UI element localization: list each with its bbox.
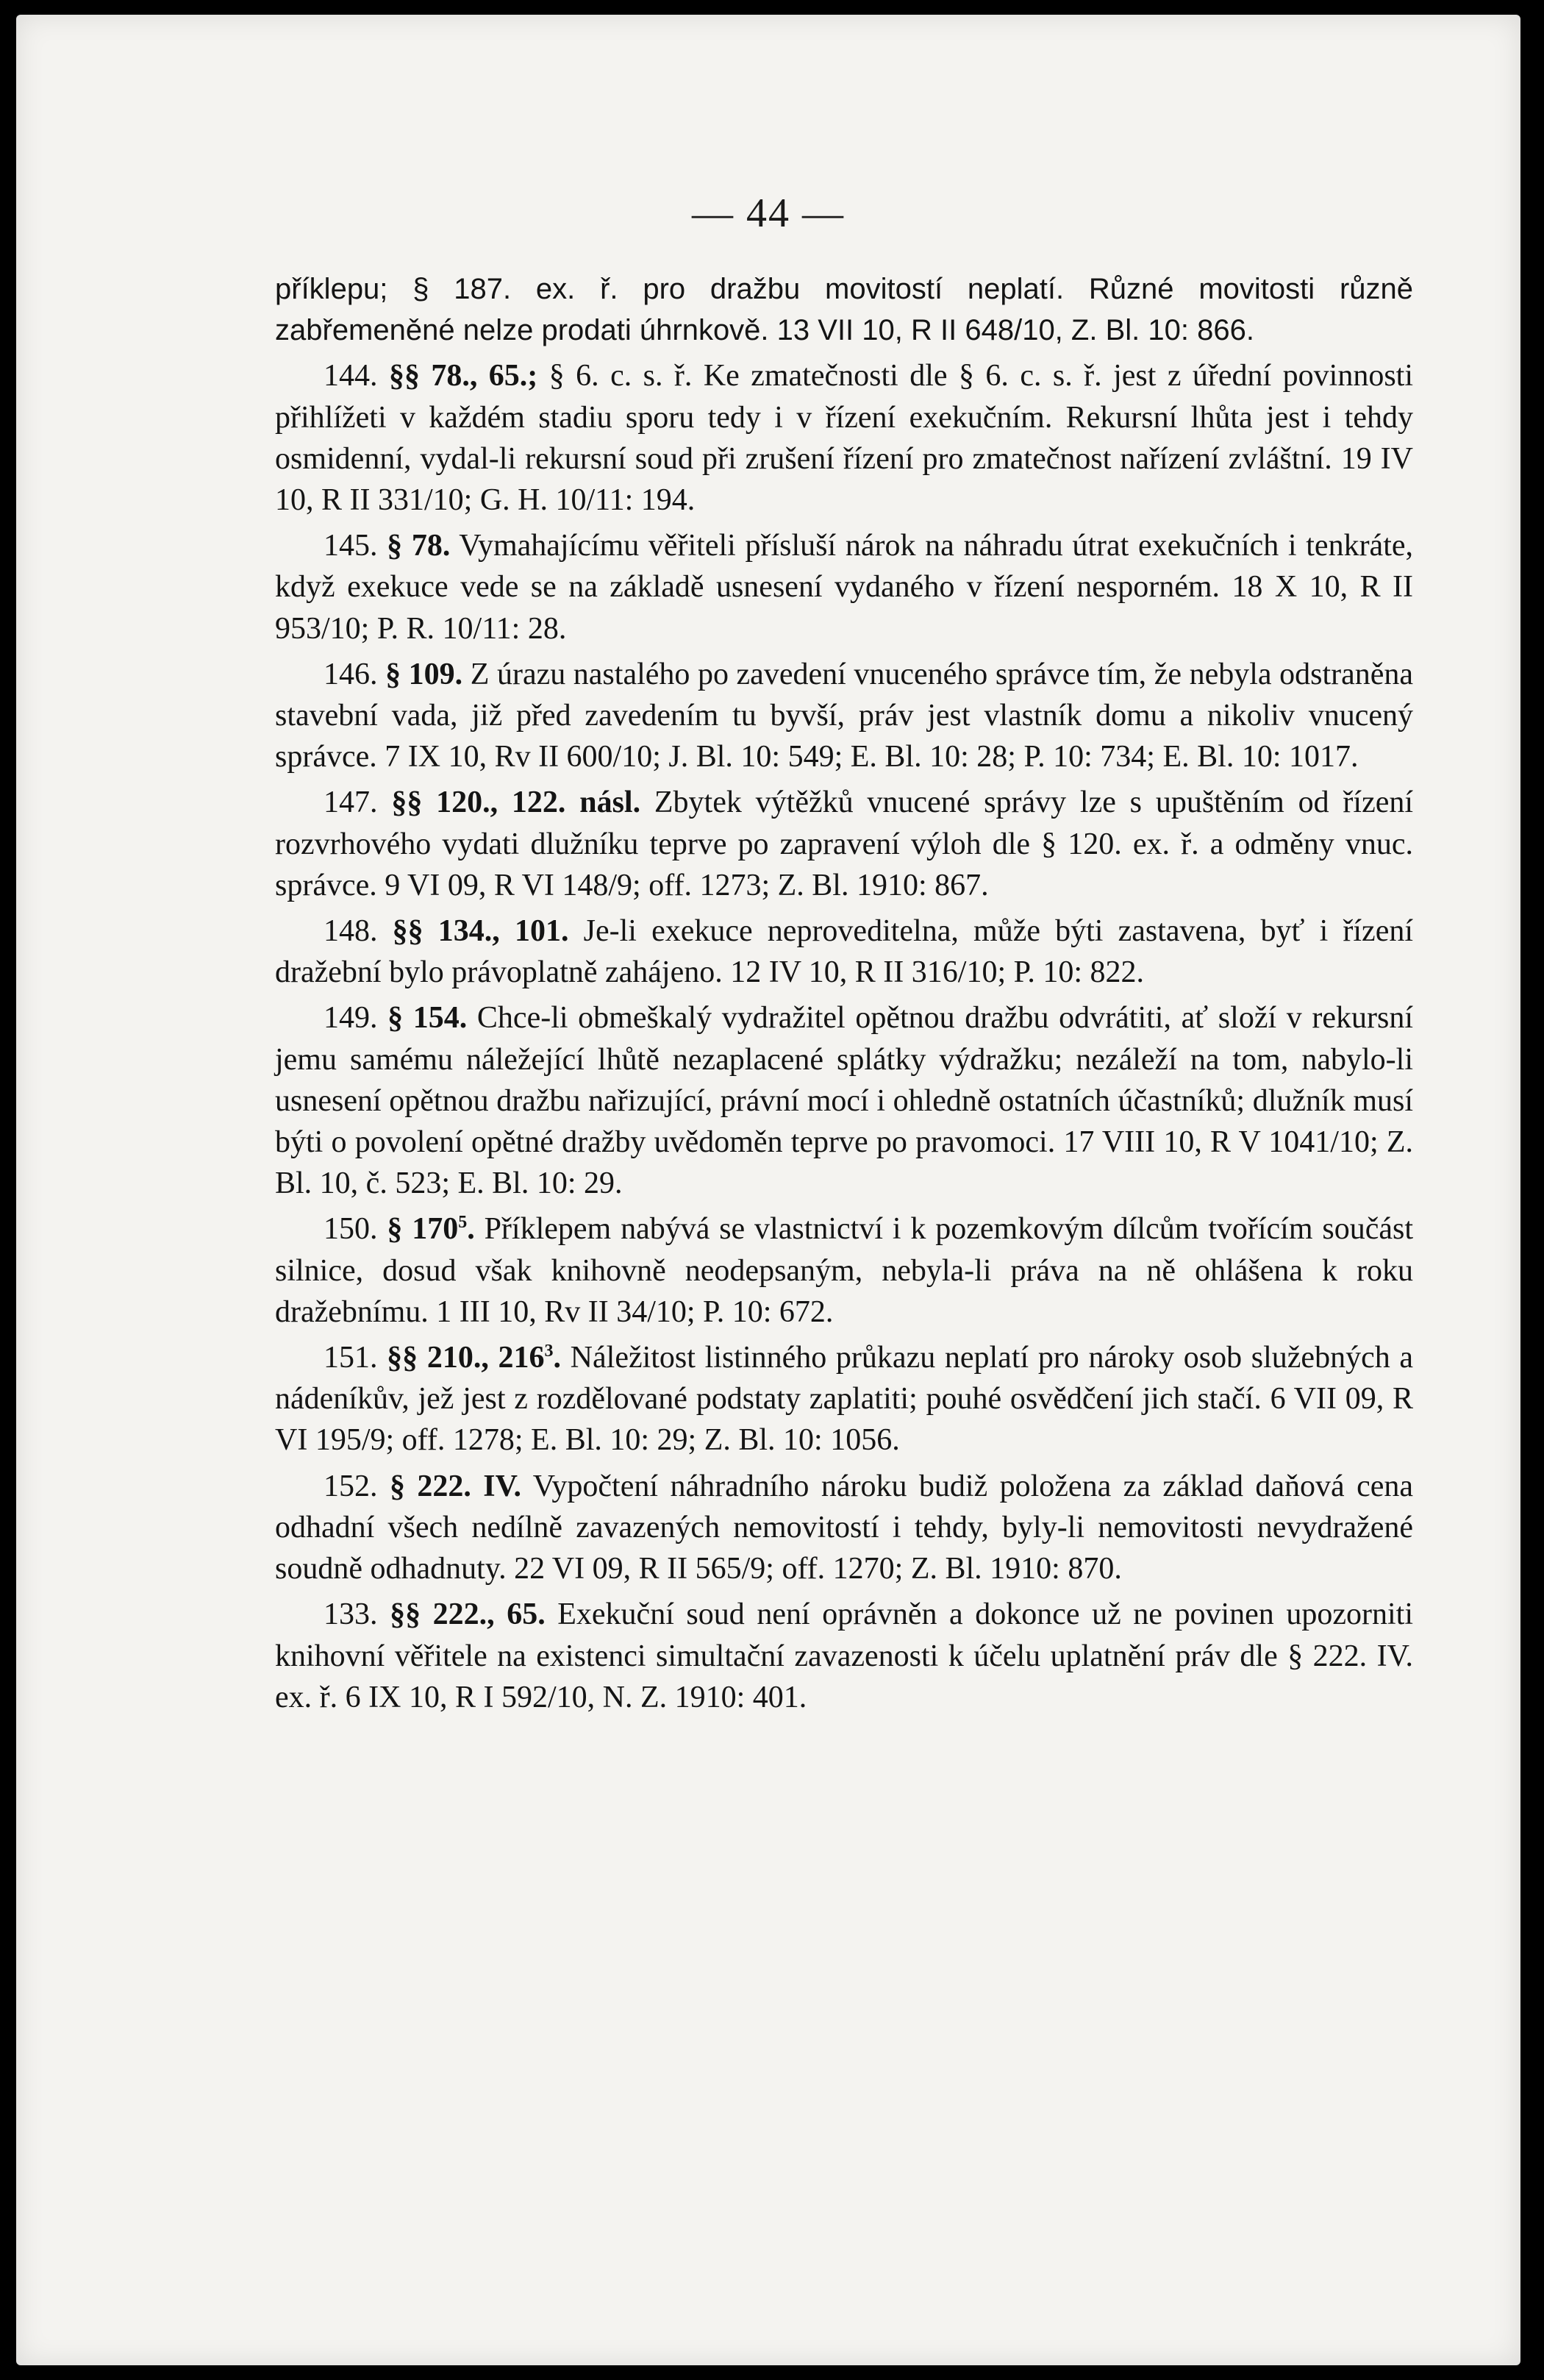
entry-paragraph-ref: §§ 222., 65.	[390, 1597, 546, 1632]
entry-number: 149.	[324, 1001, 378, 1036]
entry-number: 152.	[324, 1469, 378, 1503]
entry-text: příklepu; § 187. ex. ř. pro dražbu movitostí neplatí. Různé movitosti různě zabřemeněné nelze prodati úhrnkově. 13 VII 10, R II 648/10, Z. Bl. 10: 866.	[275, 273, 1413, 347]
entry-146	[275, 654, 1413, 778]
entry-number: 133.	[324, 1597, 378, 1632]
entry-144	[275, 355, 1413, 521]
entry-text: Exekuční soud není oprávněn a dokonce už ne povinen upozorniti knihovní věřitele na existenci simultační zavazenosti k účelu uplatnění práv dle § 222. IV. ex. ř. 6 IX 10, R I 592/10, N. Z. 1910: 401.	[275, 1597, 1413, 1714]
document-page	[16, 15, 1520, 2365]
entry-paragraph-ref: § 78.	[387, 529, 451, 563]
page-number: — 44 —	[692, 190, 845, 236]
entry-number: 144.	[324, 359, 378, 393]
entry-text: Příklepem nabývá se vlastnictví i k pozemkovým dílcům tvořícím součást silnice, dosud však knihovně neodepsaným, nebyla-li práva na ně ohlášena k roku dražebnímu. 1 III 10, Rv II 34/10; P. 10: 672.	[275, 1212, 1414, 1329]
entry-number: 146.	[324, 657, 378, 691]
entry-number: 147.	[324, 785, 378, 820]
entry-paragraph-ref-sup: 5	[458, 1213, 468, 1233]
entry-152	[275, 1466, 1413, 1590]
text-body	[275, 268, 1413, 1722]
entry-number: 151.	[324, 1341, 378, 1375]
entry-text: Vymahajícímu věřiteli přísluší nárok na náhradu útrat exekučních i tenkráte, když exekuce vede se na základě usnesení vydaného v řízení nesporném. 18 X 10, R II 953/10; P. R. 10/11: 28.	[275, 529, 1414, 646]
entry-paragraph-ref: §§ 134., 101.	[392, 914, 569, 949]
entry-paragraph-ref: § 109.	[385, 657, 463, 691]
entry-text: Je-li exekuce neproveditelna, může býti zastavena, byť i řízení dražební bylo právoplatně zahájeno. 12 IV 10, R II 316/10; P. 10: 822.	[275, 914, 1414, 990]
entry-text: Z úrazu nastalého po zavedení vnuceného správce tím, že nebyla odstraněna stavební vada, již před zavedením tu byvší, práv jest vlastník domu a nikoliv vnucený správce. 7 IX 10, Rv II 600/10; J. Bl. 10: 549; E. Bl. 10: 28; P. 10: 734; E. Bl. 10: 1017.	[275, 657, 1414, 774]
entry-147	[275, 782, 1413, 906]
entry-133	[275, 1594, 1413, 1718]
entry-continuation	[275, 268, 1413, 351]
entry-number: 150.	[324, 1212, 378, 1247]
entry-text: Náležitost listinného průkazu neplatí pro nároky osob služebných a nádeníkův, jež jest z rozdělované podstaty zaplatiti; pouhé osvědčení jich stačí. 6 VII 09, R VI 195/9; off. 1278; E. Bl. 10: 29; Z. Bl. 10: 1056.	[275, 1341, 1414, 1458]
entry-paragraph-ref-main: § 170	[387, 1212, 459, 1247]
entry-149	[275, 997, 1413, 1204]
entry-150	[275, 1208, 1413, 1333]
entry-paragraph-ref-main: §§ 210., 216	[387, 1341, 545, 1375]
entry-paragraph-ref: §§ 120., 122. násl.	[391, 785, 641, 820]
entry-text: Zbytek výtěžků vnucené správy lze s upuštěním od řízení rozvrhového vydati dlužníku teprve po zapravení výloh dle § 120. ex. ř. a odměny vnuc. správce. 9 VI 09, R VI 148/9; off. 1273; Z. Bl. 1910: 867.	[275, 785, 1414, 902]
entry-number: 148.	[324, 914, 378, 949]
entry-paragraph-ref-sup: 3	[544, 1342, 554, 1361]
entry-paragraph-ref: § $170^5$.	[387, 1212, 475, 1247]
entry-145	[275, 525, 1413, 649]
entry-text: § 6. c. s. ř. Ke zmatečnosti dle § 6. c. s. ř. jest z úřední povinnosti přihlížeti v každém stadiu sporu tedy i v řízení exekučním. Rekursní lhůta jest i tehdy osmidenní, vydal-li rekursní soud při zrušení řízení pro zmatečnost nařízení zvláštní. 19 IV 10, R II 331/10; G. H. 10/11: 194.	[275, 359, 1413, 518]
entry-number: 145.	[324, 529, 378, 563]
entry-paragraph-ref: §§ 210., $216^3$.	[387, 1341, 561, 1375]
entry-paragraph-ref: § 154.	[387, 1001, 468, 1036]
entry-text: Vypočtení náhradního nároku budiž položena za základ daňová cena odhadní všech nedílně zavazených nemovitostí i tehdy, byly-li nemovitosti nevydražené soudně odhadnuty. 22 VI 09, R II 565/9; off. 1270; Z. Bl. 1910: 870.	[275, 1469, 1414, 1586]
entry-paragraph-ref: § 222. IV.	[389, 1469, 522, 1503]
entry-148	[275, 911, 1413, 993]
entry-text: Chce-li obmeškalý vydražitel opětnou dražbu odvrátiti, ať složí v rekursní jemu samému náležející lhůtě nezaplacené splátky výdražku; nezáleží na tom, nabylo-li usnesení opětnou dražbu nařizující, právní mocí i ohledně ostatních účastníků; dlužník musí býti o povolení opětné dražby uvědoměn teprve po pravomoci. 17 VIII 10, R V 1041/10; Z. Bl. 10, č. 523; E. Bl. 10: 29.	[275, 1001, 1414, 1201]
entry-151	[275, 1337, 1413, 1461]
entry-paragraph-ref: §§ 78., 65.;	[388, 359, 538, 393]
